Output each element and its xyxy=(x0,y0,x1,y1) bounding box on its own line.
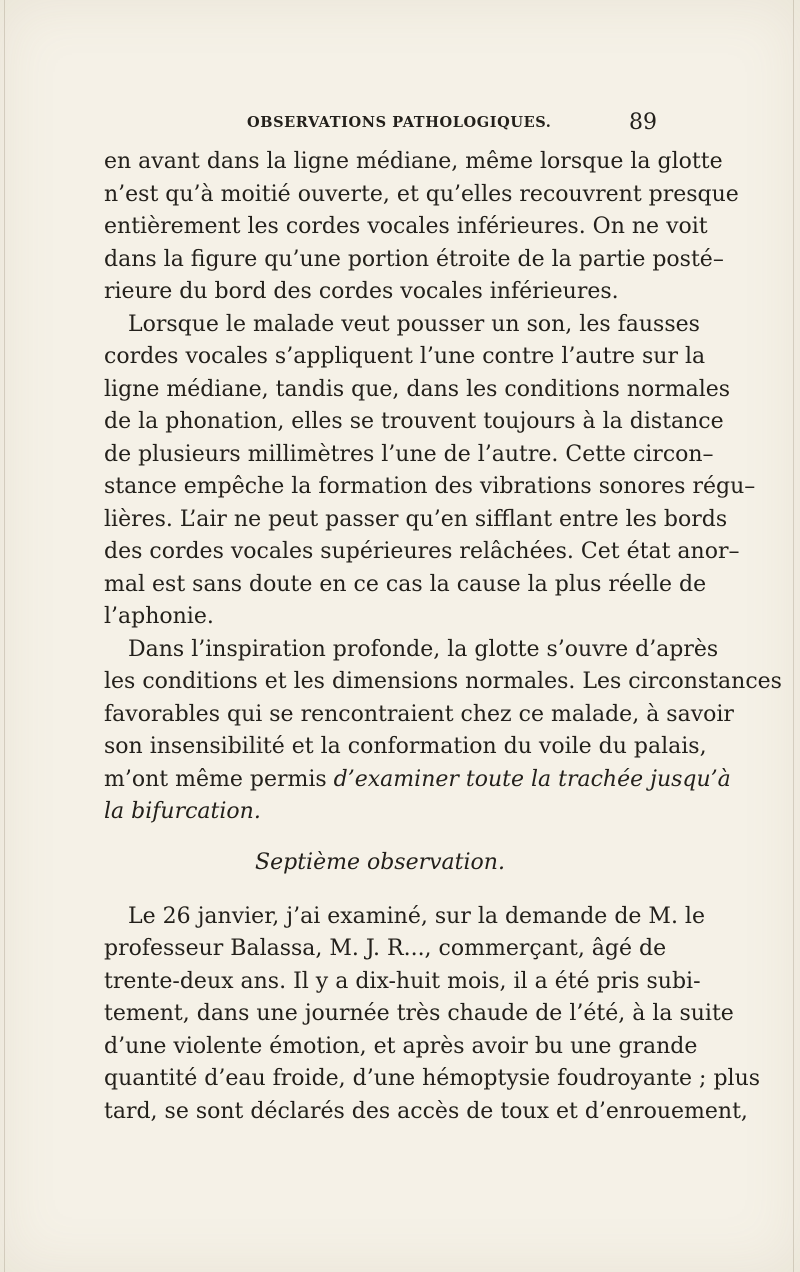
text-line: quantité d’eau froide, d’une hémoptysie foudroyante ; plus xyxy=(104,1066,761,1091)
text-line: tard, se sont déclarés des accès de toux et d’enrouement, xyxy=(104,1098,748,1124)
text-line-mixed xyxy=(104,764,731,797)
text-line: mal est sans doute en ce cas la cause la plus réelle de xyxy=(104,571,707,597)
text-line: entièrement les cordes vocales inférieures. On ne voit xyxy=(104,214,708,239)
text-line: de la phonation, elles se trouvent toujours à la distance xyxy=(104,409,724,434)
text-line: Dans l’inspiration profonde, la glotte s’ouvre d’après xyxy=(128,636,719,662)
paragraph xyxy=(104,634,782,829)
text-line: trente-deux ans. Il y a dix-huit mois, il a été pris subi- xyxy=(104,968,701,994)
paragraph xyxy=(104,309,756,634)
text-line: des cordes vocales supérieures relâchées. Cet état anor– xyxy=(104,539,740,564)
body-text xyxy=(104,146,782,1128)
text-line: professeur Balassa, M. J. R..., commerçant, âgé de xyxy=(104,936,667,961)
text-line: n’est qu’à moitié ouverte, et qu’elles recouvrent presque xyxy=(104,181,739,207)
section-title: Septième observation. xyxy=(255,849,505,875)
text-line: dans la figure qu’une portion étroite de la partie posté– xyxy=(104,246,724,272)
paragraph xyxy=(104,901,761,1129)
text-line: Lorsque le malade veut pousser un son, les fausses xyxy=(128,311,700,337)
text-line: stance empêche la formation des vibrations sonores régu– xyxy=(104,474,756,499)
text-line: les conditions et les dimensions normales. Les circonstances xyxy=(104,669,782,694)
text-line: cordes vocales s’appliquent l’une contre l’autre sur la xyxy=(104,344,706,369)
text-line: l’aphonie. xyxy=(104,604,214,629)
italic-segment: d’examiner toute la trachée jusqu’à xyxy=(333,766,731,792)
text-line: tement, dans une journée très chaude de l’été, à la suite xyxy=(104,1001,734,1026)
text-line: la bifurcation. xyxy=(104,799,261,824)
paragraph xyxy=(104,146,739,309)
text-segment: m’ont même permis xyxy=(104,766,334,792)
text-line: son insensibilité et la conformation du voile du palais, xyxy=(104,734,707,759)
text-line: en avant dans la ligne médiane, même lorsque la glotte xyxy=(104,149,723,174)
page-header xyxy=(247,110,657,140)
text-line: rieure du bord des cordes vocales inférieures. xyxy=(104,279,619,304)
text-line: de plusieurs millimètres l’une de l’autre. Cette circon– xyxy=(104,441,714,467)
text-line: ligne médiane, tandis que, dans les conditions normales xyxy=(104,376,731,402)
page-edge xyxy=(793,0,794,1272)
page-edge xyxy=(4,0,5,1272)
text-line: lières. L’air ne peut passer qu’en sifflant entre les bords xyxy=(104,506,728,532)
running-head: OBSERVATIONS PATHOLOGIQUES. xyxy=(247,114,552,131)
text-line: Le 26 janvier, j’ai examiné, sur la demande de M. le xyxy=(128,903,705,929)
page-number: 89 xyxy=(629,110,657,135)
text-line: favorables qui se rencontraient chez ce malade, à savoir xyxy=(104,701,734,727)
text-line: d’une violente émotion, et après avoir bu une grande xyxy=(104,1033,698,1059)
